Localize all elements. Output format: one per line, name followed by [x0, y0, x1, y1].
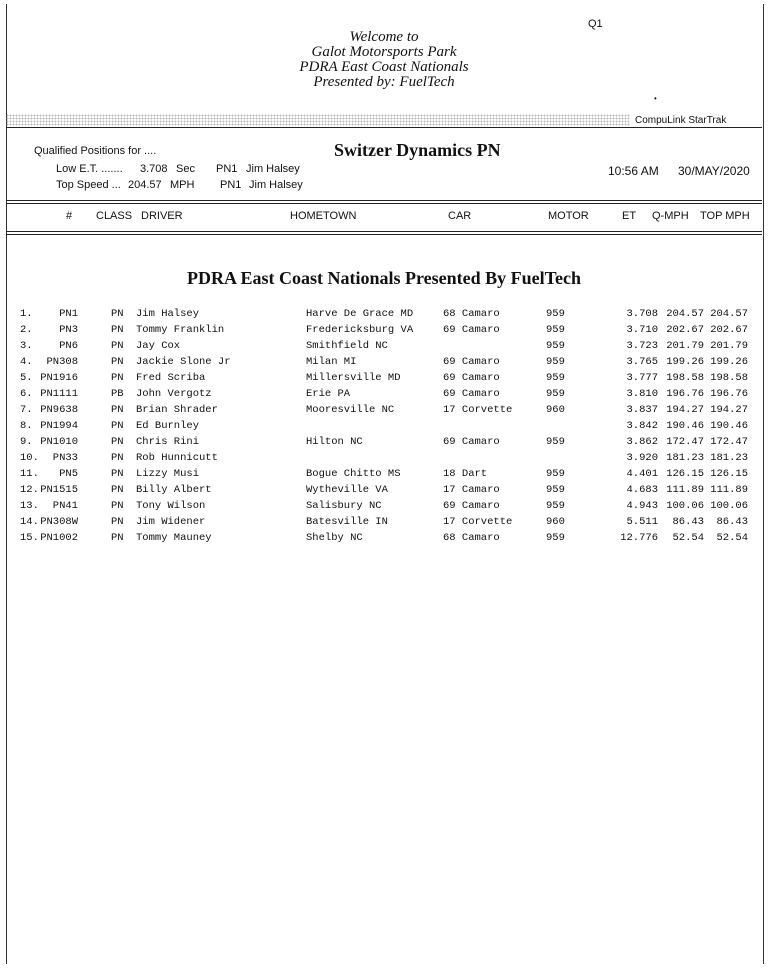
- et-cell: 4.401: [626, 468, 658, 480]
- position-cell: 5.: [20, 372, 33, 384]
- small-mark-icon: •: [654, 94, 657, 103]
- motor-cell: 959: [546, 532, 565, 544]
- top-speed-label: Top Speed ...: [56, 179, 121, 191]
- et-cell: 3.765: [626, 356, 658, 368]
- et-cell: 3.920: [626, 452, 658, 464]
- col-header-topmph: TOP MPH: [700, 210, 750, 222]
- top-mph-cell: 201.79: [710, 340, 748, 352]
- top-mph-cell: 194.27: [710, 404, 748, 416]
- hometown-cell: Shelby NC: [306, 532, 363, 544]
- top-speed-car: PN1: [220, 179, 242, 191]
- table-row: [0, 386, 768, 402]
- brand-label: CompuLink StarTrak: [635, 115, 727, 126]
- divider: [6, 127, 762, 128]
- motor-cell: 959: [546, 436, 565, 448]
- top-speed-value: 204.57: [128, 179, 162, 191]
- driver-cell: Fred Scriba: [136, 372, 206, 384]
- class-cell: PN: [111, 356, 124, 368]
- divider: [6, 203, 762, 204]
- motor-cell: 959: [546, 372, 565, 384]
- col-header-hometown: HOMETOWN: [290, 210, 357, 222]
- top-mph-cell: 190.46: [710, 420, 748, 432]
- qualifying-round-label: Q1: [588, 18, 603, 30]
- hometown-cell: Batesville IN: [306, 516, 388, 528]
- car-number-cell: PN1010: [40, 436, 78, 448]
- driver-cell: Rob Hunnicutt: [136, 452, 218, 464]
- table-row: [0, 466, 768, 482]
- driver-cell: Lizzy Musi: [136, 468, 200, 480]
- class-cell: PN: [111, 484, 124, 496]
- divider: [6, 231, 762, 232]
- qmph-cell: 181.23: [666, 452, 704, 464]
- qmph-cell: 194.27: [666, 404, 704, 416]
- car-model-cell: 69 Camaro: [443, 500, 500, 512]
- class-cell: PN: [111, 372, 124, 384]
- hometown-cell: Wytheville VA: [306, 484, 388, 496]
- driver-cell: Billy Albert: [136, 484, 212, 496]
- position-cell: 3.: [20, 340, 33, 352]
- class-title: Switzer Dynamics PN: [334, 140, 501, 160]
- driver-cell: Tommy Mauney: [136, 532, 212, 544]
- welcome-line: Welcome to: [349, 29, 419, 45]
- hometown-cell: Fredericksburg VA: [306, 324, 414, 336]
- hometown-cell: Milan MI: [306, 356, 357, 368]
- car-model-cell: 17 Camaro: [443, 484, 500, 496]
- et-cell: 12.776: [620, 532, 658, 544]
- motor-cell: 959: [546, 468, 565, 480]
- driver-cell: John Vergotz: [136, 388, 212, 400]
- class-cell: PN: [111, 452, 124, 464]
- car-number-cell: PN308W: [40, 516, 78, 528]
- qmph-cell: 201.79: [666, 340, 704, 352]
- position-cell: 7.: [20, 404, 33, 416]
- qmph-cell: 190.46: [666, 420, 704, 432]
- class-cell: PN: [111, 420, 124, 432]
- car-number-cell: PN1994: [40, 420, 78, 432]
- car-number-cell: PN41: [52, 500, 78, 512]
- hometown-cell: Millersville MD: [306, 372, 401, 384]
- qmph-cell: 100.06: [666, 500, 704, 512]
- hometown-cell: Smithfield NC: [306, 340, 388, 352]
- driver-cell: Ed Burnley: [136, 420, 200, 432]
- car-model-cell: 68 Camaro: [443, 532, 500, 544]
- low-et-value: 3.708: [140, 163, 168, 175]
- top-mph-cell: 126.15: [710, 468, 748, 480]
- top-mph-cell: 111.89: [710, 484, 748, 496]
- motor-cell: 959: [546, 500, 565, 512]
- car-model-cell: 69 Camaro: [443, 356, 500, 368]
- et-cell: 3.862: [626, 436, 658, 448]
- divider: [6, 200, 762, 201]
- position-cell: 6.: [20, 388, 33, 400]
- et-cell: 3.777: [626, 372, 658, 384]
- table-row: [0, 322, 768, 338]
- divider: [6, 234, 762, 235]
- qmph-cell: 196.76: [666, 388, 704, 400]
- position-cell: 11.: [20, 468, 39, 480]
- position-cell: 8.: [20, 420, 33, 432]
- class-cell: PN: [111, 404, 124, 416]
- hometown-cell: Erie PA: [306, 388, 351, 400]
- col-header-class: CLASS: [96, 210, 133, 222]
- car-number-cell: PN1111: [40, 388, 78, 400]
- qmph-cell: 111.89: [666, 484, 704, 496]
- table-row: [0, 418, 768, 434]
- col-header-num: #: [66, 210, 73, 222]
- hometown-cell: Salisbury NC: [306, 500, 382, 512]
- et-cell: 3.710: [626, 324, 658, 336]
- top-mph-cell: 86.43: [716, 516, 748, 528]
- motor-cell: 959: [546, 484, 565, 496]
- top-mph-cell: 52.54: [716, 532, 748, 544]
- class-cell: PN: [111, 324, 124, 336]
- table-row: [0, 450, 768, 466]
- qmph-cell: 198.58: [666, 372, 704, 384]
- welcome-line: Galot Motorsports Park: [311, 44, 457, 60]
- report-date: 30/MAY/2020: [678, 164, 750, 178]
- top-mph-cell: 172.47: [710, 436, 748, 448]
- table-row: [0, 482, 768, 498]
- class-cell: PN: [111, 436, 124, 448]
- hometown-cell: Hilton NC: [306, 436, 363, 448]
- top-mph-cell: 199.26: [710, 356, 748, 368]
- top-mph-cell: 196.76: [710, 388, 748, 400]
- table-row: [0, 354, 768, 370]
- position-cell: 2.: [20, 324, 33, 336]
- car-number-cell: PN1002: [40, 532, 78, 544]
- qmph-cell: 204.57: [666, 308, 704, 320]
- position-cell: 13.: [20, 500, 39, 512]
- car-number-cell: PN1916: [40, 372, 78, 384]
- car-model-cell: 17 Corvette: [443, 516, 513, 528]
- table-row: [0, 402, 768, 418]
- class-cell: PN: [111, 340, 124, 352]
- table-row: [0, 338, 768, 354]
- table-row: [0, 434, 768, 450]
- qmph-cell: 86.43: [672, 516, 704, 528]
- position-cell: 12.: [20, 484, 39, 496]
- et-cell: 3.842: [626, 420, 658, 432]
- class-cell: PB: [111, 388, 124, 400]
- table-row: [0, 514, 768, 530]
- et-cell: 3.723: [626, 340, 658, 352]
- low-et-unit: Sec: [176, 163, 195, 175]
- top-mph-cell: 204.57: [710, 308, 748, 320]
- car-model-cell: 17 Corvette: [443, 404, 513, 416]
- low-et-car: PN1: [216, 163, 238, 175]
- qmph-cell: 199.26: [666, 356, 704, 368]
- motor-cell: 960: [546, 404, 565, 416]
- position-cell: 14.: [20, 516, 39, 528]
- class-cell: PN: [111, 532, 124, 544]
- col-header-motor: MOTOR: [548, 210, 589, 222]
- col-header-qmph: Q-MPH: [652, 210, 689, 222]
- car-number-cell: PN1515: [40, 484, 78, 496]
- car-number-cell: PN33: [52, 452, 78, 464]
- top-speed-driver: Jim Halsey: [249, 179, 303, 191]
- car-number-cell: PN1: [59, 308, 78, 320]
- position-cell: 1.: [20, 308, 33, 320]
- dotted-band: [6, 114, 630, 126]
- qualified-label: Qualified Positions for ....: [34, 145, 157, 157]
- position-cell: 4.: [20, 356, 33, 368]
- top-mph-cell: 181.23: [710, 452, 748, 464]
- top-mph-cell: 202.67: [710, 324, 748, 336]
- driver-cell: Jim Widener: [136, 516, 206, 528]
- position-cell: 10.: [20, 452, 39, 464]
- table-row: [0, 498, 768, 514]
- event-title: PDRA East Coast Nationals Presented By FuelTech: [186, 268, 581, 288]
- motor-cell: 959: [546, 388, 565, 400]
- top-speed-unit: MPH: [170, 179, 195, 191]
- driver-cell: Chris Rini: [136, 436, 200, 448]
- table-row: [0, 370, 768, 386]
- col-header-driver: DRIVER: [141, 210, 183, 222]
- qmph-cell: 202.67: [666, 324, 704, 336]
- car-number-cell: PN308: [46, 356, 78, 368]
- driver-cell: Tony Wilson: [136, 500, 206, 512]
- motor-cell: 959: [546, 324, 565, 336]
- class-cell: PN: [111, 308, 124, 320]
- et-cell: 3.837: [626, 404, 658, 416]
- hometown-cell: Harve De Grace MD: [306, 308, 414, 320]
- motor-cell: 960: [546, 516, 565, 528]
- et-cell: 4.943: [626, 500, 658, 512]
- class-cell: PN: [111, 516, 124, 528]
- et-cell: 3.810: [626, 388, 658, 400]
- table-row: [0, 306, 768, 322]
- motor-cell: 959: [546, 308, 565, 320]
- col-header-et: ET: [622, 210, 637, 222]
- position-cell: 15.: [20, 532, 39, 544]
- position-cell: 9.: [20, 436, 33, 448]
- car-model-cell: 69 Camaro: [443, 388, 500, 400]
- et-cell: 5.511: [626, 516, 658, 528]
- welcome-line: Presented by: FuelTech: [313, 74, 455, 90]
- car-number-cell: PN6: [59, 340, 78, 352]
- report-time: 10:56 AM: [608, 164, 659, 178]
- driver-cell: Jim Halsey: [136, 308, 200, 320]
- qmph-cell: 126.15: [666, 468, 704, 480]
- welcome-banner: [0, 30, 768, 90]
- driver-cell: Jay Cox: [136, 340, 181, 352]
- col-header-car: CAR: [448, 210, 472, 222]
- car-number-cell: PN9638: [40, 404, 78, 416]
- car-model-cell: 68 Camaro: [443, 308, 500, 320]
- motor-cell: 959: [546, 356, 565, 368]
- table-row: [0, 530, 768, 546]
- car-model-cell: 69 Camaro: [443, 324, 500, 336]
- driver-cell: Jackie Slone Jr: [136, 356, 231, 368]
- class-cell: PN: [111, 468, 124, 480]
- top-mph-cell: 198.58: [710, 372, 748, 384]
- car-number-cell: PN3: [59, 324, 78, 336]
- car-number-cell: PN5: [59, 468, 78, 480]
- car-model-cell: 18 Dart: [443, 468, 488, 480]
- driver-cell: Brian Shrader: [136, 404, 218, 416]
- hometown-cell: Mooresville NC: [306, 404, 395, 416]
- motor-cell: 959: [546, 340, 565, 352]
- low-et-label: Low E.T. .......: [56, 163, 123, 175]
- car-model-cell: 69 Camaro: [443, 372, 500, 384]
- welcome-line: PDRA East Coast Nationals: [299, 59, 469, 75]
- et-cell: 3.708: [626, 308, 658, 320]
- top-mph-cell: 100.06: [710, 500, 748, 512]
- qmph-cell: 52.54: [672, 532, 704, 544]
- car-model-cell: 69 Camaro: [443, 436, 500, 448]
- et-cell: 4.683: [626, 484, 658, 496]
- class-cell: PN: [111, 500, 124, 512]
- hometown-cell: Bogue Chitto MS: [306, 468, 401, 480]
- low-et-driver: Jim Halsey: [246, 163, 300, 175]
- qmph-cell: 172.47: [666, 436, 704, 448]
- driver-cell: Tommy Franklin: [136, 324, 225, 336]
